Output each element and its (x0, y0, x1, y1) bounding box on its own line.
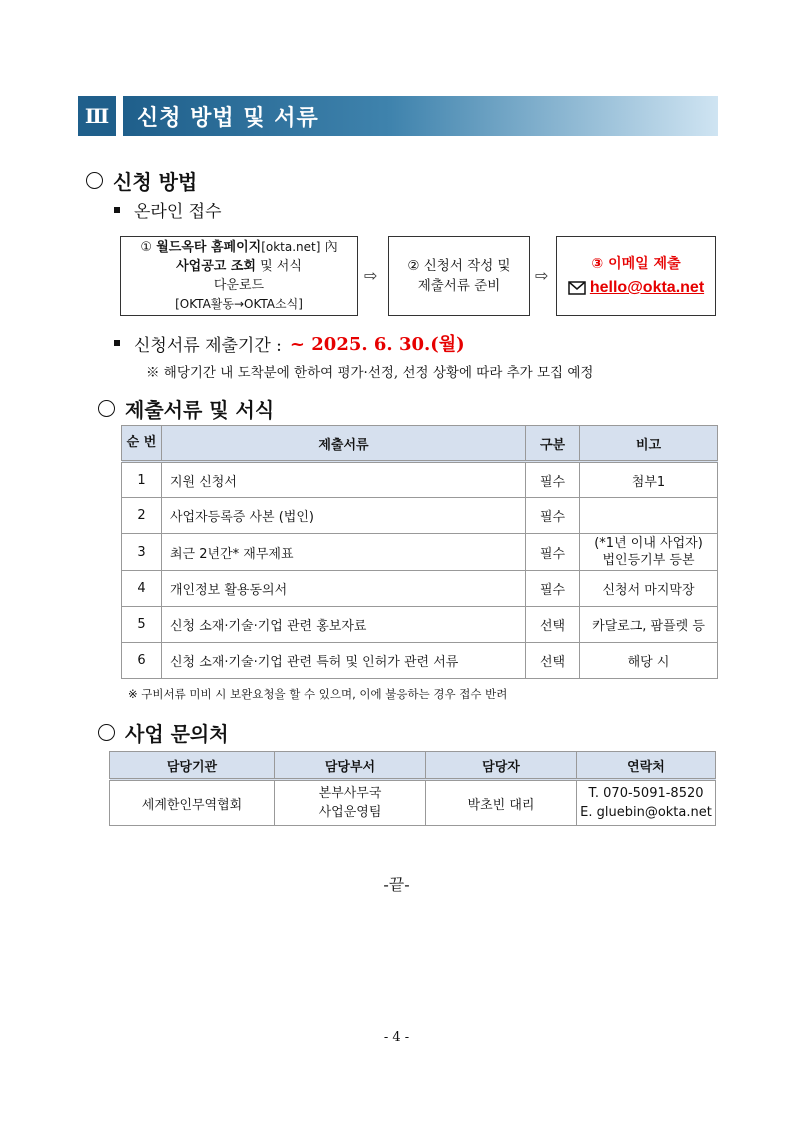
docs-header-row (122, 426, 718, 462)
square-bullet-icon (114, 340, 120, 346)
table-row (110, 780, 716, 826)
section-title: 신청 방법 및 서류 (123, 96, 718, 136)
col-contact: 연락처 (577, 752, 716, 780)
step1-num: ① (140, 240, 153, 255)
page-number: - 4 - (383, 1030, 410, 1045)
contact-dept2: 사업운영팀 (318, 805, 382, 820)
col-type: 구분 (526, 426, 580, 462)
step1-bold: 월드옥타 홈페이지 (156, 240, 262, 255)
online-item (114, 197, 222, 222)
docs-table (121, 425, 718, 679)
table-row (122, 643, 718, 679)
step2-box (388, 236, 530, 316)
circle-bullet-icon (98, 400, 115, 417)
contact-email[interactable]: E. gluebin@okta.net (580, 805, 712, 820)
email-link[interactable]: hello@okta.net (589, 279, 705, 296)
col-note: 비고 (580, 426, 718, 462)
step1-line2 (176, 257, 302, 276)
row-name: 신청 소재·기술·기업 관련 홍보자료 (162, 607, 526, 643)
row-no: 6 (122, 643, 162, 679)
table-row (122, 498, 718, 534)
step3-email-row (568, 278, 704, 298)
row-no: 2 (122, 498, 162, 534)
table-row (122, 462, 718, 498)
step2-line1: ② 신청서 작성 및 (407, 258, 511, 274)
contact-info (577, 780, 716, 826)
step1-line1 (140, 238, 337, 257)
contact-dept (275, 780, 426, 826)
step1-box (120, 236, 358, 316)
row-note (580, 498, 718, 534)
row-note: 첨부1 (580, 462, 718, 498)
contact-tel: T. 070-5091-8520 (588, 786, 704, 801)
table-row (122, 607, 718, 643)
row-type: 필수 (526, 498, 580, 534)
step2-line2: 제출서류 준비 (417, 278, 501, 294)
col-name: 제출서류 (162, 426, 526, 462)
mail-icon (568, 281, 586, 295)
row-note: (*1년 이내 사업자) 법인등기부 등본 (580, 534, 718, 571)
deadline-note: ※ 해당기간 내 도착분에 한하여 평가·선정, 선정 상황에 따라 추가 모집 예정 (146, 365, 594, 381)
col-no: 순 번 (122, 426, 162, 462)
row-name: 지원 신청서 (162, 462, 526, 498)
arrow-right-icon: ⇨ (535, 266, 549, 285)
col-org: 담당기관 (110, 752, 275, 780)
deadline-item (114, 330, 465, 356)
row-type: 선택 (526, 607, 580, 643)
row-name: 사업자등록증 사본 (법인) (162, 498, 526, 534)
row-type: 필수 (526, 534, 580, 571)
table-row (122, 571, 718, 607)
contact-person: 박초빈 대리 (426, 780, 577, 826)
docs-footnote: ※ 구비서류 미비 시 보완요청을 할 수 있으며, 이에 불응하는 경우 접수 반려 (128, 687, 508, 701)
table-row (122, 534, 718, 571)
step1-line3: 다운로드 (213, 278, 265, 293)
end-mark: -끝- (383, 875, 410, 894)
method-heading-text: 신청 방법 (113, 170, 198, 194)
row-type: 필수 (526, 462, 580, 498)
contact-heading (98, 718, 229, 747)
circle-bullet-icon (86, 172, 103, 189)
step1-site: [okta.net] (261, 240, 321, 254)
row-no: 4 (122, 571, 162, 607)
docs-heading (98, 394, 274, 423)
step3-line1: ③ 이메일 제출 (591, 256, 681, 272)
circle-bullet-icon (98, 724, 115, 741)
row-name: 최근 2년간* 재무제표 (162, 534, 526, 571)
step1-bold2: 사업공고 조회 (176, 259, 256, 274)
contact-table (109, 751, 716, 826)
step1-in: 內 (324, 240, 338, 255)
row-no: 5 (122, 607, 162, 643)
contact-heading-text: 사업 문의처 (125, 722, 229, 746)
row-no: 3 (122, 534, 162, 571)
row-name: 개인정보 활용동의서 (162, 571, 526, 607)
deadline-label: 신청서류 제출기간 : (134, 335, 282, 356)
docs-heading-text: 제출서류 및 서식 (125, 398, 275, 422)
contact-org: 세계한인무역협회 (110, 780, 275, 826)
arrow-right-icon: ⇨ (364, 266, 378, 285)
contact-header-row (110, 752, 716, 780)
step1-path: [OKTA활동→OKTA소식] (175, 297, 303, 311)
row-no: 1 (122, 462, 162, 498)
col-dept: 담당부서 (275, 752, 426, 780)
deadline-value: ~ 2025. 6. 30.(월) (289, 334, 465, 355)
row-type: 필수 (526, 571, 580, 607)
method-heading (86, 166, 197, 195)
row-note: 카달로그, 팜플렛 등 (580, 607, 718, 643)
row-name: 신청 소재·기술·기업 관련 특허 및 인허가 관련 서류 (162, 643, 526, 679)
online-label: 온라인 접수 (134, 202, 222, 222)
square-bullet-icon (114, 207, 120, 213)
row-type: 선택 (526, 643, 580, 679)
contact-dept1: 본부사무국 (318, 786, 382, 801)
row-note: 신청서 마지막장 (580, 571, 718, 607)
col-person: 담당자 (426, 752, 577, 780)
row-note: 해당 시 (580, 643, 718, 679)
step3-box (556, 236, 716, 316)
step1-rest: 및 서식 (260, 259, 302, 274)
section-number: Ⅲ (78, 96, 116, 136)
